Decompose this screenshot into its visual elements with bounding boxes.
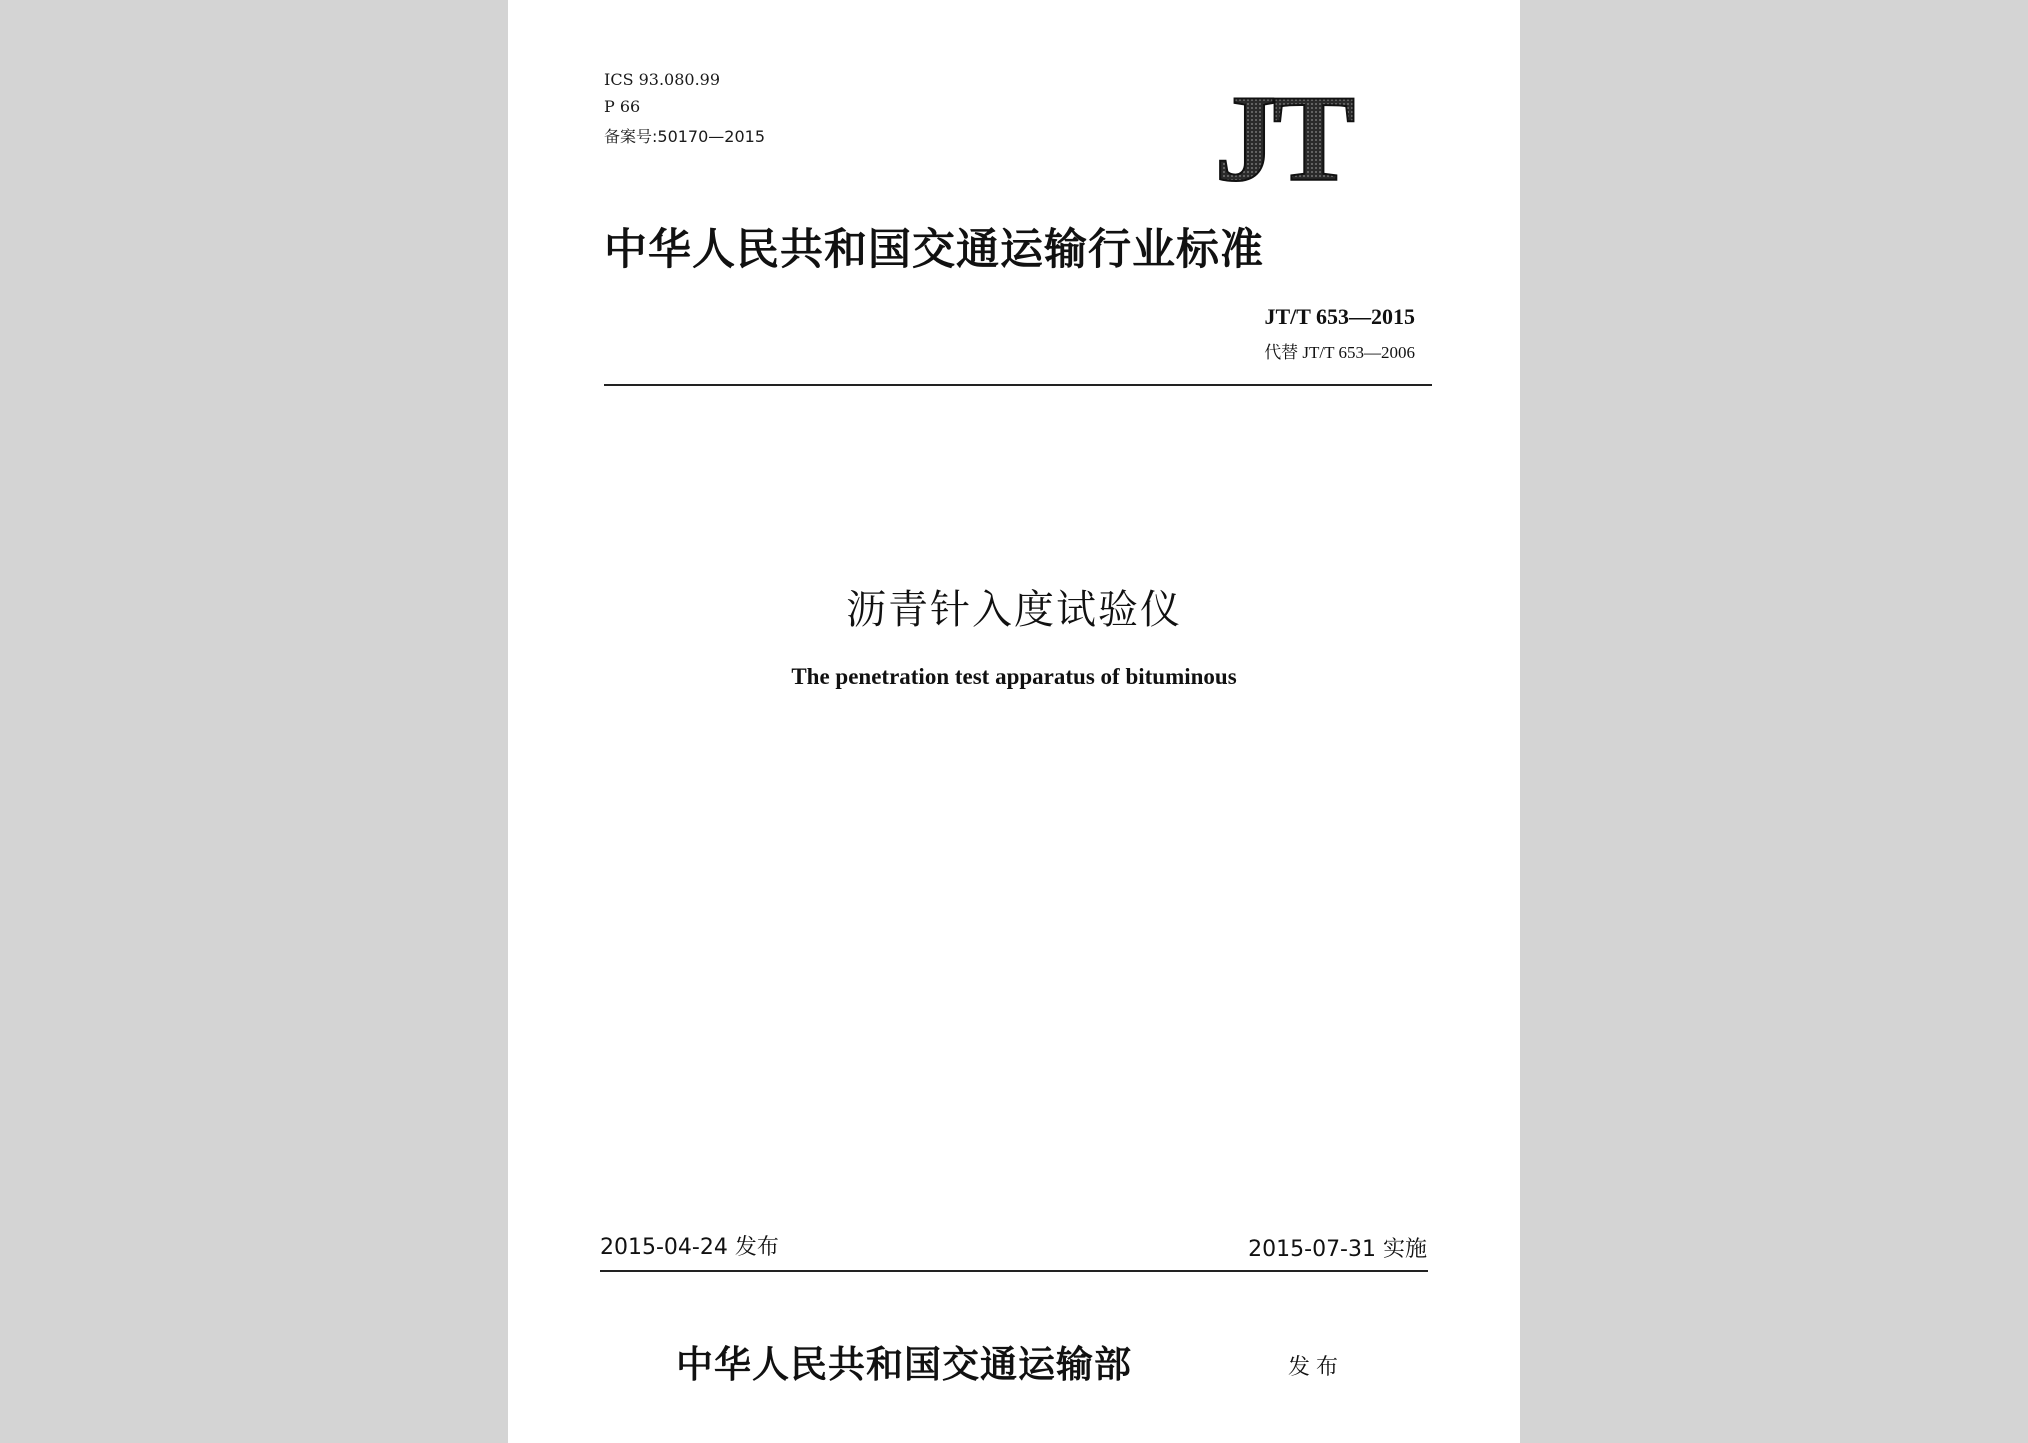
publish-action: 发布	[1288, 1355, 1345, 1380]
top-divider	[604, 384, 1432, 386]
standard-replaces: 代替 JT/T 653—2006	[1264, 343, 1415, 362]
logo-letters: JT	[1214, 82, 1352, 186]
standard-organization: 中华人民共和国交通运输行业标准	[604, 225, 1264, 275]
implementation-date: 2015-07-31 实施	[1248, 1237, 1427, 1262]
ccs-code: P 66	[604, 97, 641, 116]
title-english: The penetration test apparatus of bituminous	[791, 664, 1237, 689]
ics-code: ICS 93.080.99	[604, 70, 721, 89]
issue-date: 2015-04-24 发布	[600, 1235, 779, 1260]
jt-logo	[1178, 82, 1388, 186]
standard-number: JT/T 653—2015	[1264, 304, 1415, 329]
record-number: 备案号:50170—2015	[604, 127, 766, 146]
publisher-name: 中华人民共和国交通运输部	[676, 1342, 1132, 1386]
title-chinese: 沥青针入度试验仪	[846, 587, 1182, 633]
bottom-divider	[600, 1270, 1428, 1272]
document-page	[508, 0, 1520, 1443]
